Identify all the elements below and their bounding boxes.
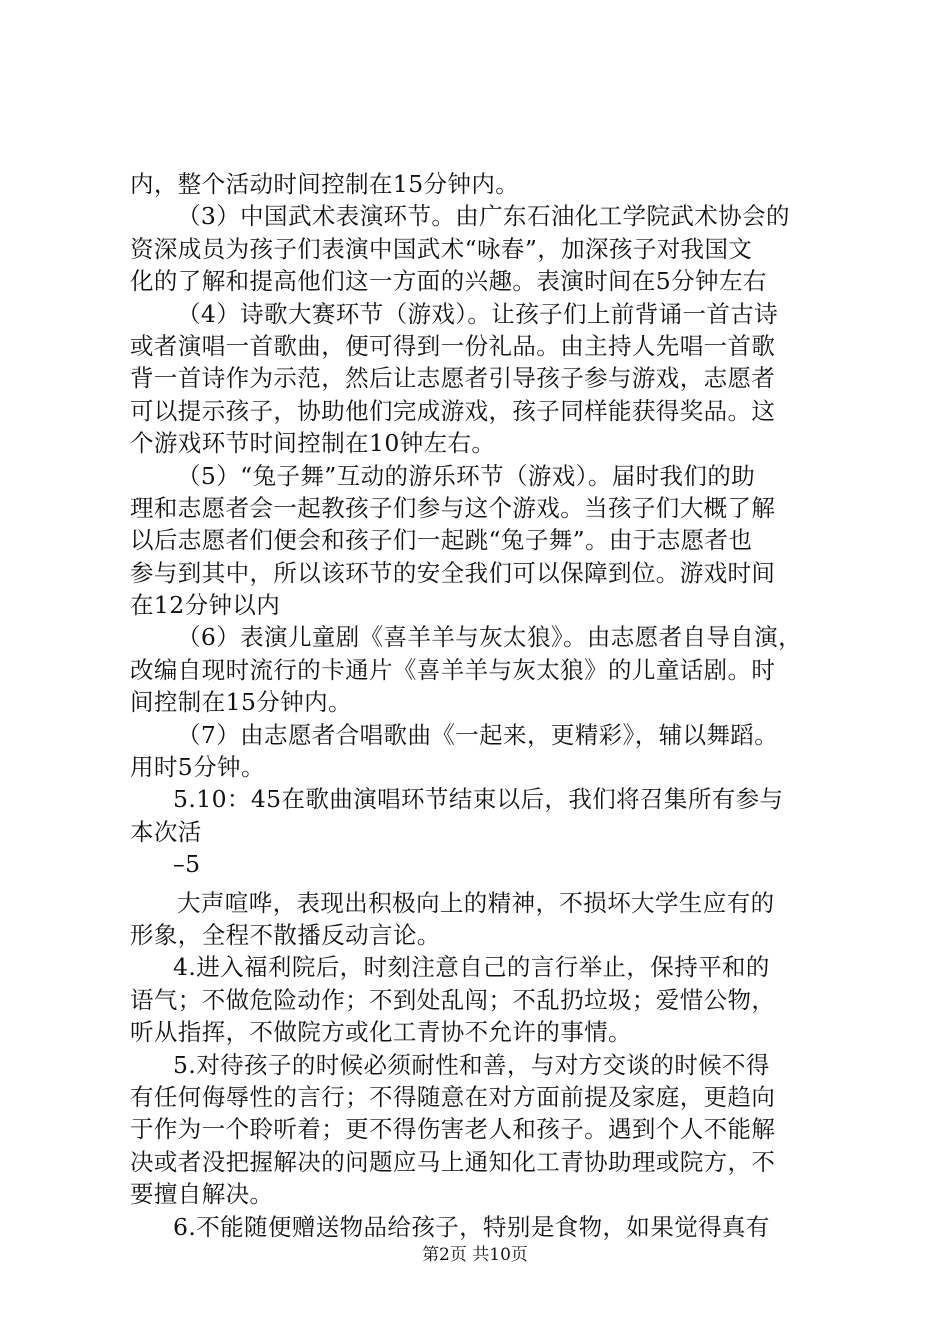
paragraph-line: 用时5分钟。: [130, 753, 265, 782]
paragraph-line: 理和志愿者会一起教孩子们参与这个游戏。当孩子们大概了解: [130, 493, 776, 522]
paragraph-line: 背一首诗作为示范，然后让志愿者引导孩子参与游戏，志愿者: [130, 364, 776, 393]
paragraph-line: 4.进入福利院后，时刻注意自己的言行举止，保持平和的: [173, 953, 770, 982]
paragraph-line: 有任何侮辱性的言行；不得随意在对方面前提及家庭，更趋向: [130, 1082, 776, 1111]
paragraph-line: 资深成员为孩子们表演中国武术“咏春”，加深孩子对我国文: [130, 234, 753, 263]
paragraph-line: （7）由志愿者合唱歌曲《一起来，更精彩》，辅以舞蹈。: [177, 720, 779, 749]
document-body: [130, 168, 830, 1243]
paragraph-line: （5）“兔子舞”互动的游乐环节（游戏）。届时我们的助: [177, 461, 756, 490]
paragraph-line: 内，整个活动时间控制在15分钟内。: [130, 170, 520, 198]
paragraph-line: （3）中国武术表演环节。由广东石油化工学院武术协会的: [177, 202, 790, 231]
paragraph-line: 要擅自解决。: [130, 1180, 274, 1209]
paragraph-line: 语气；不做危险动作；不到处乱闯；不乱扔垃圾；爱惜公物，: [130, 985, 776, 1014]
paragraph-line: 形象，全程不散播反动言论。: [130, 920, 441, 949]
paragraph-line: 5.10：45在歌曲演唱环节结束以后，我们将召集所有参与: [173, 785, 784, 814]
paragraph-line: （4）诗歌大赛环节（游戏）。让孩子们上前背诵一首古诗: [177, 299, 779, 328]
paragraph-line: 或者演唱一首歌曲，便可得到一份礼品。由主持人先唱一首歌: [130, 331, 776, 360]
paragraph-line: 以后志愿者们便会和孩子们一起跳“兔子舞”。由于志愿者也: [130, 526, 753, 555]
paragraph-line: （6）表演儿童剧《喜羊羊与灰太狼》。由志愿者自导自演，: [177, 623, 803, 652]
paragraph-line: 大声喧哗，表现出积极向上的精神，不损坏大学生应有的: [177, 888, 775, 917]
paragraph-line: 本次活: [130, 817, 202, 846]
paragraph-line: 听从指挥，不做院方或化工青协不允许的事情。: [130, 1018, 632, 1047]
paragraph-line: 决或者没把握解决的问题应马上通知化工青协助理或院方，不: [130, 1147, 776, 1176]
paragraph-line: 可以提示孩子，协助他们完成游戏，孩子同样能获得奖品。这: [130, 396, 776, 425]
paragraph-line: 5.对待孩子的时候必须耐性和善，与对方交谈的时候不得: [173, 1050, 770, 1079]
paragraph-line: 间控制在15分钟内。: [130, 688, 352, 717]
paragraph-line: 化的了解和提高他们这一方面的兴趣。表演时间在5分钟左右: [130, 267, 767, 296]
page-fragment-marker: –5: [173, 850, 201, 879]
paragraph-line: 改编自现时流行的卡通片《喜羊羊与灰太狼》的儿童话剧。时: [130, 655, 776, 684]
paragraph-line: 6.不能随便赠送物品给孩子，特别是食物，如果觉得真有: [173, 1212, 770, 1241]
paragraph-line: 参与到其中，所以该环节的安全我们可以保障到位。游戏时间: [130, 558, 776, 587]
paragraph-line: 于作为一个聆听着；更不得伤害老人和孩子。遇到个人不能解: [130, 1115, 776, 1144]
paragraph-line: 个游戏环节时间控制在10钟左右。: [130, 429, 496, 458]
page-number-footer: 第2页 共10页: [422, 1245, 528, 1265]
paragraph-line: 在12分钟以内: [130, 591, 281, 620]
